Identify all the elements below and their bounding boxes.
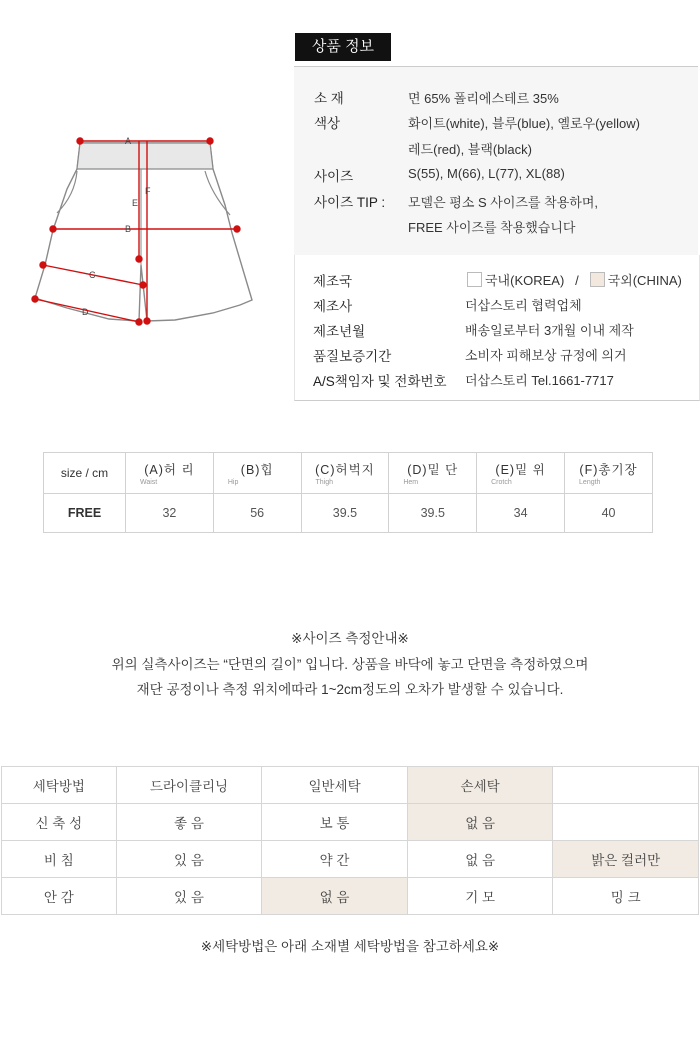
size-label: 사이즈 (314, 169, 354, 184)
maker-info-box (294, 255, 700, 401)
row-label-free: FREE (44, 494, 126, 533)
china-checkbox-icon (590, 272, 605, 287)
size-notice-title: ※사이즈 측정안내※ (291, 631, 409, 646)
care-cell-selected: 밝은 컬러만 (553, 841, 699, 878)
material-label: 소 재 (314, 91, 344, 106)
label-e: E (132, 198, 139, 208)
origin-china: 국외(CHINA) (607, 273, 682, 288)
care-row-stretch (2, 804, 699, 841)
care-cell: 있 음 (116, 841, 262, 878)
care-cell: 없 음 (407, 841, 553, 878)
manufacture-date-label: 제조년월 (313, 324, 366, 339)
label-f: F (145, 186, 151, 196)
size-notice-line2: 재단 공정이나 측정 위치에따라 1~2cm정도의 오차가 발생할 수 있습니다. (136, 682, 564, 697)
care-row-wash (2, 767, 699, 804)
shorts-measurement-diagram (25, 125, 270, 335)
care-cell (553, 804, 699, 841)
care-cell-selected: 없 음 (262, 878, 408, 915)
value-crotch: 34 (477, 494, 565, 533)
care-cell (553, 767, 699, 804)
size-tip-label: 사이즈 TIP : (314, 195, 386, 210)
header-thigh: (C)허벅지 Thigh (301, 453, 389, 494)
size-tip-value-2: FREE 사이즈를 착용했습니다 (408, 220, 576, 235)
warranty-label: 품질보증기간 (313, 349, 392, 364)
care-row-sheer (2, 841, 699, 878)
label-b: B (125, 224, 132, 234)
waistband (77, 143, 213, 169)
header-crotch: (E)밑 위 Crotch (477, 453, 565, 494)
header-hip: (B)힙 Hip (213, 453, 301, 494)
care-label: 세탁방법 (2, 767, 117, 804)
value-hem: 39.5 (389, 494, 477, 533)
value-hip: 56 (213, 494, 301, 533)
size-corner-cell: size / cm (44, 453, 126, 494)
care-cell-selected: 없 음 (407, 804, 553, 841)
header-waist: (A)허 리 Waist (126, 453, 214, 494)
care-cell: 좋 음 (116, 804, 262, 841)
care-row-lining (2, 878, 699, 915)
value-waist: 32 (126, 494, 214, 533)
care-cell: 드라이클리닝 (116, 767, 262, 804)
care-label: 신 축 성 (2, 804, 117, 841)
origin-value (467, 270, 682, 289)
value-thigh: 39.5 (301, 494, 389, 533)
care-label: 안 감 (2, 878, 117, 915)
label-c: C (89, 270, 96, 280)
color-label: 색상 (314, 116, 341, 131)
header-length: (F)총기장 Length (565, 453, 653, 494)
origin-label: 제조국 (313, 274, 353, 289)
label-d: D (82, 307, 89, 317)
origin-korea: 국내(KOREA) (485, 273, 565, 288)
korea-checkbox-icon (467, 272, 482, 287)
as-contact-value: 더삽스토리 Tel.1661-7717 (465, 373, 614, 388)
color-value-2: 레드(red), 블랙(black) (408, 142, 532, 157)
care-cell: 약 간 (262, 841, 408, 878)
material-value: 면 65% 폴리에스테르 35% (408, 91, 559, 106)
size-table-header (44, 453, 653, 494)
origin-separator: / (575, 273, 579, 288)
product-info-box (294, 66, 698, 256)
care-cell: 기 모 (407, 878, 553, 915)
manufacture-date-value: 배송일로부터 3개월 이내 제작 (465, 323, 634, 338)
label-a: A (125, 136, 132, 146)
care-notice: ※세탁방법은 아래 소재별 세탁방법을 참고하세요※ (200, 939, 500, 954)
size-table (43, 452, 653, 533)
care-cell: 있 음 (116, 878, 262, 915)
care-cell: 보 통 (262, 804, 408, 841)
size-notice-line1: 위의 실측사이즈는 “단면의 길이” 입니다. 상품을 바닥에 놓고 단면을 측정하였으며 (111, 657, 589, 672)
care-cell-selected: 손세탁 (407, 767, 553, 804)
care-table (1, 766, 699, 915)
size-tip-value: 모델은 평소 S 사이즈를 착용하며, (408, 195, 598, 210)
manufacturer-label: 제조사 (313, 299, 353, 314)
color-value: 화이트(white), 블루(blue), 옐로우(yellow) (408, 116, 640, 131)
manufacturer-value: 더삽스토리 협력업체 (465, 298, 582, 313)
care-cell: 일반세탁 (262, 767, 408, 804)
care-label: 비 침 (2, 841, 117, 878)
as-contact-label: A/S책임자 및 전화번호 (313, 374, 447, 389)
value-length: 40 (565, 494, 653, 533)
header-hem: (D)밑 단 Hem (389, 453, 477, 494)
product-info-title: 상품 정보 (295, 33, 391, 61)
shorts-outline (35, 143, 252, 321)
warranty-value: 소비자 피해보상 규정에 의거 (465, 348, 627, 363)
size-table-row (44, 494, 653, 533)
size-value: S(55), M(66), L(77), XL(88) (408, 166, 565, 181)
care-cell: 밍 크 (553, 878, 699, 915)
